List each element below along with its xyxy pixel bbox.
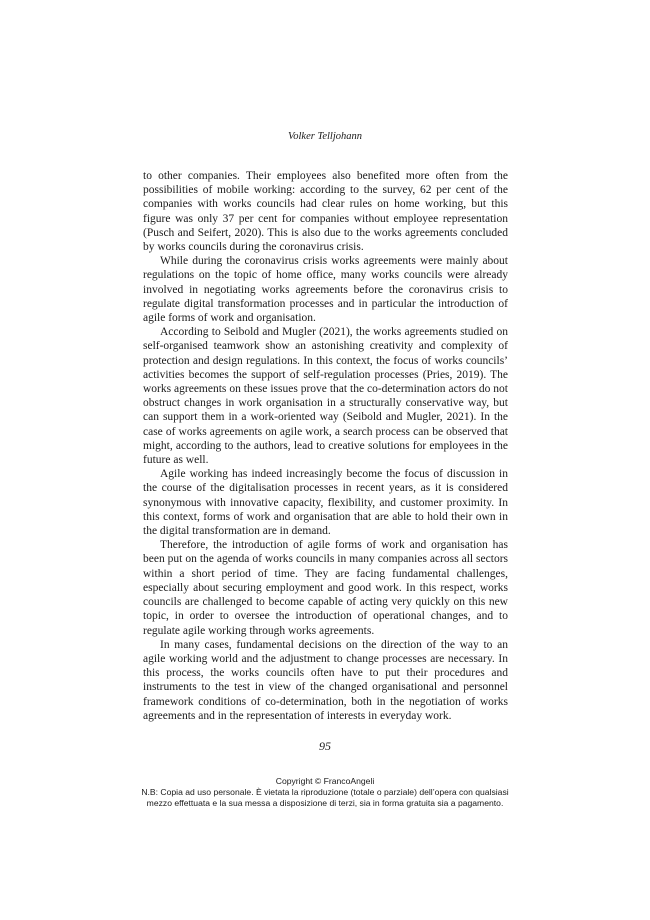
paragraph-5: Therefore, the introduction of agile forms of work and organisation has been put on the agenda of works councils in many companies across all sectors within a short period of time. They are facing fundamental challenges, especially about securing employment and good work. In this respect, works councils are challenged to become capable of acting very quickly on this new topic, in order to oversee the introduction of operational changes, and to regulate agile working through works agreements. xyxy=(143,539,508,637)
body-text xyxy=(143,169,508,723)
paragraph-4: Agile working has indeed increasingly become the focus of discussion in the course of the digitalisation processes in recent years, as it is considered synonymous with innovative capacity, flexibility, and customer proximity. In this context, forms of work and organisation that are able to hold their own in the digital transformation are in demand. xyxy=(143,468,508,538)
paragraph-6: In many cases, fundamental decisions on the direction of the way to an agile working world and the adjustment to change processes are necessary. In this process, the works councils often have to put their procedures and instruments to the test in view of the changed organisational and personnel framework conditions of co-determination, both in the negotiation of works agreements and in the representation of interests in everyday work. xyxy=(143,638,508,722)
paragraph-1: to other companies. Their employees also benefited more often from the possibilities of mobile working: according to the survey, 62 per cent of the companies with works councils had clear rules on home working, but this figure was only 37 per cent for companies without employee representation (Pusch and Seifert, 2020). This is also due to the works agreements concluded by works councils during the coronavirus crisis. xyxy=(143,170,508,254)
notice-line-1: N.B: Copia ad uso personale. È vietata la riproduzione (totale o parziale) dell’opera con qualsiasi xyxy=(141,787,509,797)
notice-line-2: mezzo effettuata e la sua messa a disposizione di terzi, sia in forma gratuita sia a pagamento. xyxy=(146,798,504,808)
running-head: Volker Telljohann xyxy=(288,131,362,142)
copyright-line: Copyright © FrancoAngeli xyxy=(275,776,375,786)
page-number: 95 xyxy=(319,739,331,753)
paragraph-2: While during the coronavirus crisis works agreements were mainly about regulations on the topic of home office, many works councils were already involved in negotiating works agreements before the coronavirus crisis to regulate digital transformation processes and in particular the introduction of agile forms of work and organisation. xyxy=(143,255,508,325)
paragraph-3: According to Seibold and Mugler (2021), the works agreements studied on self-organised teamwork show an astonishing creativity and complexity of protection and design regulations. In this context, the focus of works councils’ activities becomes the support of self-regulation processes (Pries, 2019). The works agreements on these issues prove that the co-determination actors do not obstruct changes in work organisation in a structurally conservative way, but can support them in a work-oriented way (Seibold and Mugler, 2021). In the case of works agreements on agile work, a search process can be observed that might, according to the authors, lead to creative solutions for employees in the future as well. xyxy=(143,326,508,467)
copyright-footer xyxy=(0,776,650,809)
